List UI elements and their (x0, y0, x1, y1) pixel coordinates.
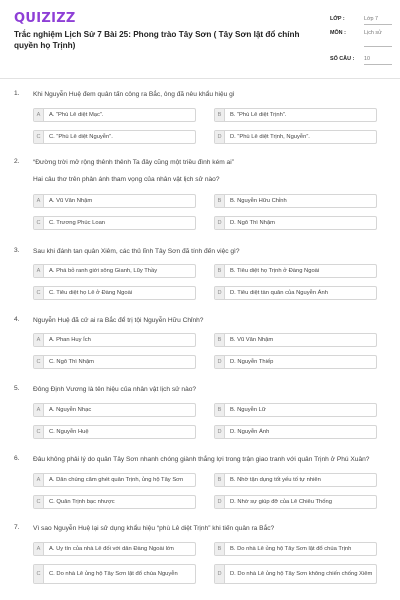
option-letter: A (34, 474, 44, 486)
question-number: 5. (14, 385, 20, 392)
option-d[interactable] (214, 425, 377, 439)
option-text: C. Nguyễn Huệ (49, 428, 89, 435)
option-letter: B (215, 109, 225, 121)
option-text: D. Nhờ sự giúp đỡ của Lê Chiêu Thống (230, 498, 332, 505)
option-a[interactable] (33, 403, 196, 417)
option-letter: D (215, 426, 225, 438)
option-text: C. Tiêu diệt họ Lê ở Đàng Ngoài (49, 289, 133, 296)
option-text: D. “Phù Lê diệt Trịnh, Nguyễn”. (230, 133, 310, 140)
option-b[interactable] (214, 473, 377, 487)
option-text: A. Uy tín của nhà Lê đối với dân Đàng Ngoài lớn (49, 545, 174, 552)
option-d[interactable] (214, 286, 377, 300)
option-text: C. Trương Phúc Loan (49, 219, 106, 226)
option-c[interactable] (33, 216, 196, 230)
question-number: 1. (14, 90, 20, 97)
question-number: 3. (14, 247, 20, 254)
question-subtext: Hai câu thơ trên phản ánh tham vọng của nhân vật lịch sử nào? (33, 176, 220, 183)
option-a[interactable] (33, 264, 196, 278)
option-letter: A (34, 195, 44, 207)
option-letter: D (215, 496, 225, 508)
option-text: A. Dân chúng căm ghét quân Trịnh, ủng hộ Tây Sơn (49, 476, 184, 483)
option-d[interactable] (214, 495, 377, 509)
option-letter: C (34, 131, 44, 143)
option-b[interactable] (214, 333, 377, 347)
option-text: B. Nguyễn Lữ (230, 406, 266, 413)
question-text: Vì sao Nguyễn Huệ lại sử dụng khẩu hiệu “phù Lê diệt Trịnh” khi tiến quân ra Bắc? (33, 525, 275, 532)
option-text: D. Nguyễn Thiếp (230, 358, 274, 365)
option-letter: C (34, 356, 44, 368)
option-letter: D (215, 131, 225, 143)
option-text: C. Do nhà Lê ủng hộ Tây Sơn lật đổ chúa Nguyễn (49, 570, 178, 577)
question-text: Khi Nguyễn Huệ đem quân tấn công ra Bắc, ông đã nêu khẩu hiệu gì (33, 91, 235, 98)
option-letter: B (215, 543, 225, 555)
option-c[interactable] (33, 425, 196, 439)
option-text: D. Nguyễn Ánh (230, 428, 270, 435)
meta-subject-value: Lịch sử (364, 30, 382, 36)
quizizz-logo: QUIZIZZ (14, 11, 76, 26)
worksheet-header (0, 0, 400, 78)
option-text: B. Vũ Văn Nhậm (230, 336, 274, 343)
option-letter: B (215, 404, 225, 416)
question-text: Nguyễn Huệ đã cử ai ra Bắc để trị tội Nguyễn Hữu Chỉnh? (33, 317, 204, 324)
option-text: B. “Phù Lê diệt Trịnh”. (230, 111, 287, 118)
option-d[interactable] (214, 564, 377, 584)
question-text: Sau khi đánh tan quân Xiêm, các thủ lĩnh Tây Sơn đã tính đến việc gì? (33, 248, 240, 255)
option-b[interactable] (214, 108, 377, 122)
option-letter: A (34, 334, 44, 346)
option-text: B. Tiêu diệt họ Trịnh ở Đàng Ngoài (230, 267, 320, 274)
option-a[interactable] (33, 333, 196, 347)
option-letter: B (215, 474, 225, 486)
option-letter: D (215, 565, 225, 583)
option-letter: B (215, 334, 225, 346)
option-letter: D (215, 217, 225, 229)
option-text: B. Nhờ tận dụng tốt yếu tố tự nhiên (230, 476, 321, 483)
option-c[interactable] (33, 130, 196, 144)
option-text: A. “Phù Lê diệt Mạc”. (49, 111, 104, 118)
option-b[interactable] (214, 264, 377, 278)
option-letter: D (215, 287, 225, 299)
option-letter: B (215, 195, 225, 207)
option-a[interactable] (33, 108, 196, 122)
option-d[interactable] (214, 355, 377, 369)
option-c[interactable] (33, 495, 196, 509)
header-divider (0, 78, 400, 79)
meta-class-label: LỚP : (330, 16, 345, 22)
meta-count-label: SỐ CÂU : (330, 56, 355, 62)
question-number: 2. (14, 158, 20, 165)
option-letter: A (34, 543, 44, 555)
option-letter: C (34, 217, 44, 229)
option-b[interactable] (214, 194, 377, 208)
question-text: Đông Định Vương là tên hiệu của nhân vật lịch sử nào? (33, 386, 197, 393)
option-text: A. Phá bỏ ranh giới sông Gianh, Lũy Thầy (49, 267, 158, 274)
option-letter: C (34, 565, 44, 583)
option-text: D. Tiêu diệt tàn quân của Nguyễn Ánh (230, 289, 328, 296)
option-d[interactable] (214, 130, 377, 144)
question-number: 6. (14, 455, 20, 462)
option-b[interactable] (214, 403, 377, 417)
option-letter: C (34, 426, 44, 438)
option-text: C. Ngô Thì Nhậm (49, 358, 94, 365)
option-text: D. Do nhà Lê ủng hộ Tây Sơn không chiến chống Xiêm (230, 570, 373, 577)
option-text: A. Phan Huy Ích (49, 336, 91, 343)
option-d[interactable] (214, 216, 377, 230)
option-letter: C (34, 287, 44, 299)
option-b[interactable] (214, 542, 377, 556)
option-letter: A (34, 404, 44, 416)
option-c[interactable] (33, 564, 196, 584)
option-text: B. Nguyễn Hữu Chỉnh (230, 197, 287, 204)
question-text: Đâu không phải lý do quân Tây Sơn nhanh chóng giành thắng lợi trong trận giao tranh với quân Trịnh ở Phú Xuân? (33, 456, 370, 463)
option-text: A. Nguyễn Nhạc (49, 406, 92, 413)
option-text: D. Ngô Thì Nhậm (230, 219, 275, 226)
meta-class-value: Lớp 7 (364, 16, 379, 22)
option-text: C. Quân Trịnh bạc nhược (49, 498, 115, 505)
option-letter: B (215, 265, 225, 277)
option-a[interactable] (33, 542, 196, 556)
option-c[interactable] (33, 355, 196, 369)
meta-count-value: 10 (364, 56, 370, 62)
meta-count-line (364, 64, 392, 65)
option-text: C. “Phù Lê diệt Nguyễn”. (49, 133, 113, 140)
meta-subject-label: MÔN : (330, 30, 346, 36)
worksheet-title: Trắc nghiệm Lịch Sử 7 Bài 25: Phong trào Tây Sơn ( Tây Sơn lật đổ chính quyền họ Trịnh) (14, 30, 300, 50)
option-text: B. Do nhà Lê ủng hộ Tây Sơn lật đổ chúa Trịnh (230, 545, 352, 552)
meta-subject-line (364, 46, 392, 47)
meta-class-line (364, 24, 392, 25)
question-number: 7. (14, 524, 20, 531)
question-text: “Đường trời mở rộng thênh thênh Ta đây cũng một triều đình kém ai” (33, 159, 234, 166)
option-c[interactable] (33, 286, 196, 300)
question-number: 4. (14, 316, 20, 323)
option-text: A. Vũ Văn Nhậm (49, 197, 93, 204)
option-letter: A (34, 265, 44, 277)
option-letter: D (215, 356, 225, 368)
option-letter: A (34, 109, 44, 121)
option-letter: C (34, 496, 44, 508)
option-a[interactable] (33, 473, 196, 487)
option-a[interactable] (33, 194, 196, 208)
